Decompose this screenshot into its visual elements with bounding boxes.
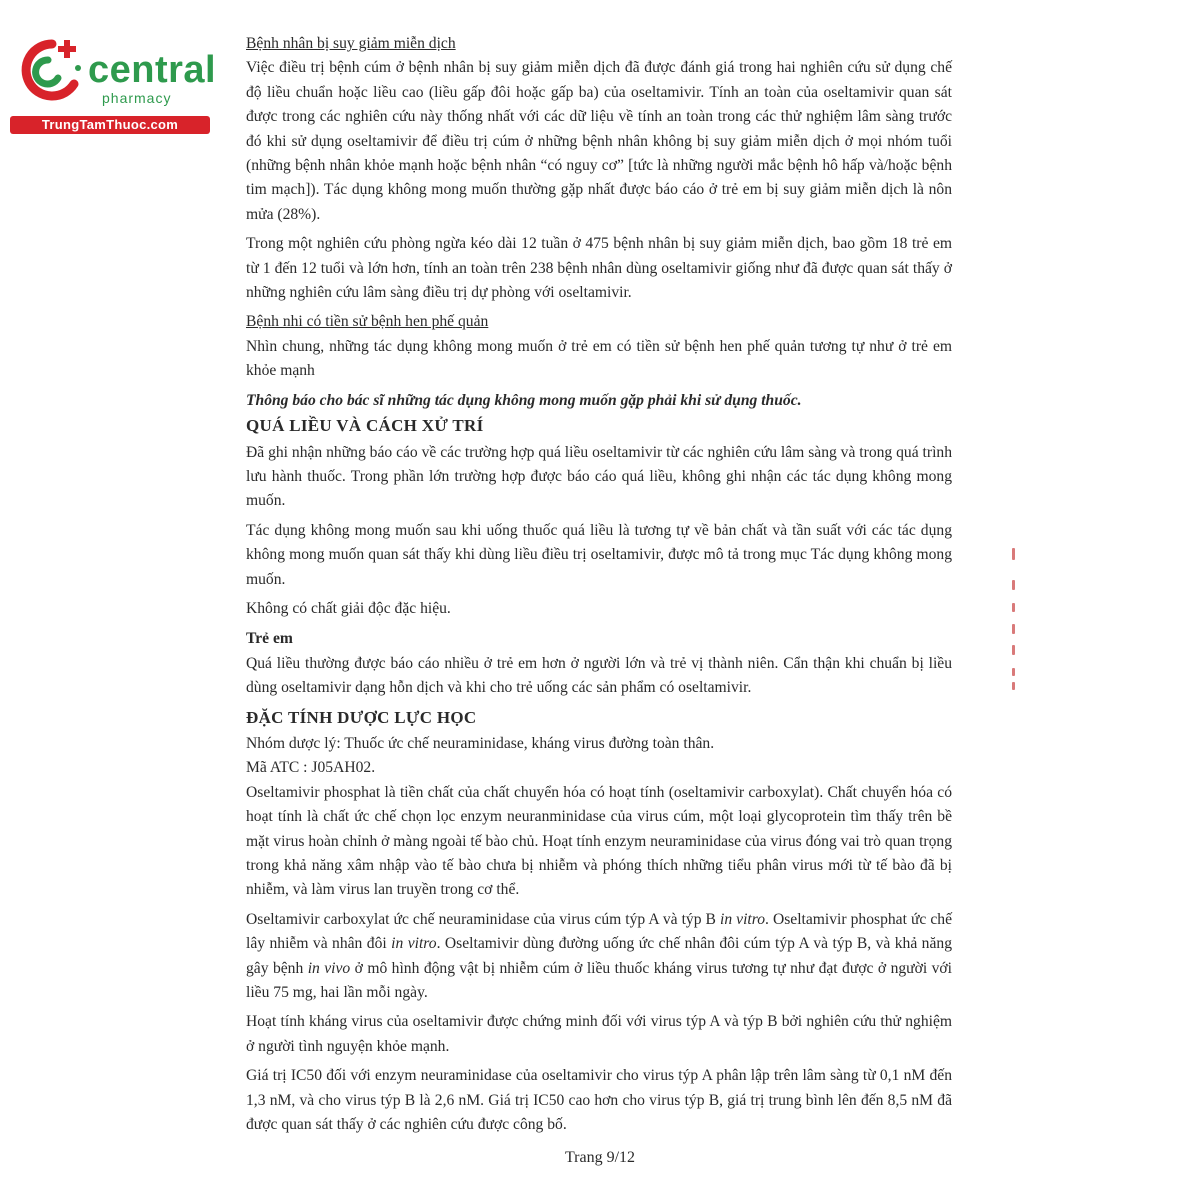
asthma-heading: Bệnh nhi có tiền sử bệnh hen phế quản (246, 313, 489, 331)
pharmacodynamics-paragraph-2: Oseltamivir carboxylat ức chế neuraminidase của virus cúm týp A và týp B in vitro. Oseltamivir phosphat ức chế lây nhiễm và nhân đôi in vitro. Oseltamivir dùng đường uống ức chế nhân đôi cúm týp A và týp B, và khả năng gây bệnh in vivo ở mô hình động vật bị nhiễm cúm ở liều thuốc kháng virus tương tự như đạt được ở người với liều 75 mg, hai lần mỗi ngày. (246, 910, 952, 1002)
page-number: Trang 9/12 (564, 1149, 636, 1166)
immunocompromised-paragraph-2: Trong một nghiên cứu phòng ngừa kéo dài 12 tuần ở 475 bệnh nhân bị suy giảm miễn dịch, bao gồm 18 trẻ em từ 1 đến 12 tuổi và lớn hơn, tính an toàn trên 238 bệnh nhân dùng oseltamivir giống như đã được quan sát thấy ở những nghiên cứu lâm sàng điều trị dự phòng với oseltamivir. (246, 235, 952, 302)
document-page (246, 32, 952, 1142)
pharmacological-group: Nhóm dược lý: Thuốc ức chế neuraminidase, kháng virus đường toàn thân. (246, 734, 715, 752)
pharmacodynamics-section-title: ĐẶC TÍNH DƯỢC LỰC HỌC (246, 707, 477, 727)
overdose-section-title: QUÁ LIỀU VÀ CÁCH XỬ TRÍ (246, 416, 484, 436)
pharmacodynamics-paragraph-3: Hoạt tính kháng virus của oseltamivir được chứng minh đối với virus týp A và týp B bởi nghiên cứu thử nghiệm ở người tình nguyện khỏe mạnh. (246, 1013, 952, 1055)
pharmacodynamics-paragraph-4: Giá trị IC50 đối với enzym neuraminidase của oseltamivir cho virus týp A phân lập trên lâm sàng từ 0,1 nM đến 1,3 nM, và cho virus týp B là 2,6 nM. Giá trị IC50 cao hơn cho virus týp B, giá trị trung bình lên đến 8,5 nM đã được quan sát thấy ở các nghiên cứu được công bố. (246, 1067, 952, 1134)
brand-name: central (88, 49, 217, 91)
overdose-paragraph-1: Đã ghi nhận những báo cáo về các trường hợp quá liều oseltamivir từ các nghiên cứu lâm sàng và trong quá trình lưu hành thuốc. Trong phần lớn trường hợp được báo cáo quá liều, không ghi nhận các tác dụng không mong muốn. (246, 443, 952, 510)
immunocompromised-heading: Bệnh nhân bị suy giảm miễn dịch (246, 35, 456, 52)
central-pharmacy-logo (10, 36, 215, 136)
adverse-effects-notice: Thông báo cho bác sĩ những tác dụng không mong muốn gặp phải khi sử dụng thuốc. (246, 391, 802, 409)
overdose-paragraph-2: Tác dụng không mong muốn sau khi uống thuốc quá liều là tương tự về bản chất và tần suất với các tác dụng không mong muốn quan sát thấy khi dùng liều điều trị oseltamivir, được mô tả trong mục Tác dụng không mong muốn. (246, 521, 952, 588)
children-paragraph: Quá liều thường được báo cáo nhiều ở trẻ em hơn ở người lớn và trẻ vị thành niên. Cẩn thận khi chuẩn bị liều dùng oseltamivir dạng hỗn dịch và khi cho trẻ uống các sản phẩm có oseltamivir. (246, 654, 952, 697)
brand-subtitle: pharmacy (102, 90, 172, 106)
site-url-banner: TrungTamThuoc.com (10, 116, 210, 134)
atc-code: Mã ATC : J05AH02. (246, 759, 376, 777)
children-heading: Trẻ em (246, 630, 293, 648)
immunocompromised-paragraph-1: Việc điều trị bệnh cúm ở bệnh nhân bị suy giảm miễn dịch đã được đánh giá trong hai nghiên cứu sử dụng chế độ liều chuẩn hoặc liều cao (liều gấp đôi hoặc gấp ba) của oseltamivir. Tính an toàn của oseltamivir quan sát được trong các nghiên cứu này thống nhất với các dữ liệu về tính an toàn trong các thử nghiệm lâm sàng trước đó khi sử dụng oseltamivir để điều trị cúm ở những bệnh nhân không bị suy giảm miễn dịch ở mọi nhóm tuổi (những bệnh nhân khỏe mạnh hoặc bệnh nhân “có nguy cơ” [tức là những người mắc bệnh hô hấp và/hoặc bệnh tim mạch]). Tác dụng không mong muốn thường gặp nhất được báo cáo ở trẻ em bị suy giảm miễn dịch là nôn mửa (28%). (246, 59, 952, 223)
pharmacodynamics-paragraph-1: Oseltamivir phosphat là tiền chất của chất chuyển hóa có hoạt tính (oseltamivir carboxylat). Chất chuyển hóa có hoạt tính là chất ức chế chọn lọc enzym neuranminidase của virus cúm, một loại glycoprotein tìm thấy trên bề mặt virus hoàn chỉnh ở màng ngoài tế bào chủ. Hoạt tính enzym neuraminidase của virus đóng vai trò quan trọng trong khả năng xâm nhập vào tế bào chưa bị nhiễm và phóng thích những tiểu phân virus mới từ tế bào đã bị nhiễm, và làm virus lan truyền trong cơ thể. (246, 783, 952, 899)
asthma-paragraph: Nhìn chung, những tác dụng không mong muốn ở trẻ em có tiền sử bệnh hen phế quản tương tự như ở trẻ em khỏe mạnh (246, 337, 952, 380)
pharmacy-cross-logo-icon (12, 38, 84, 104)
overdose-paragraph-3: Không có chất giải độc đặc hiệu. (246, 599, 451, 617)
